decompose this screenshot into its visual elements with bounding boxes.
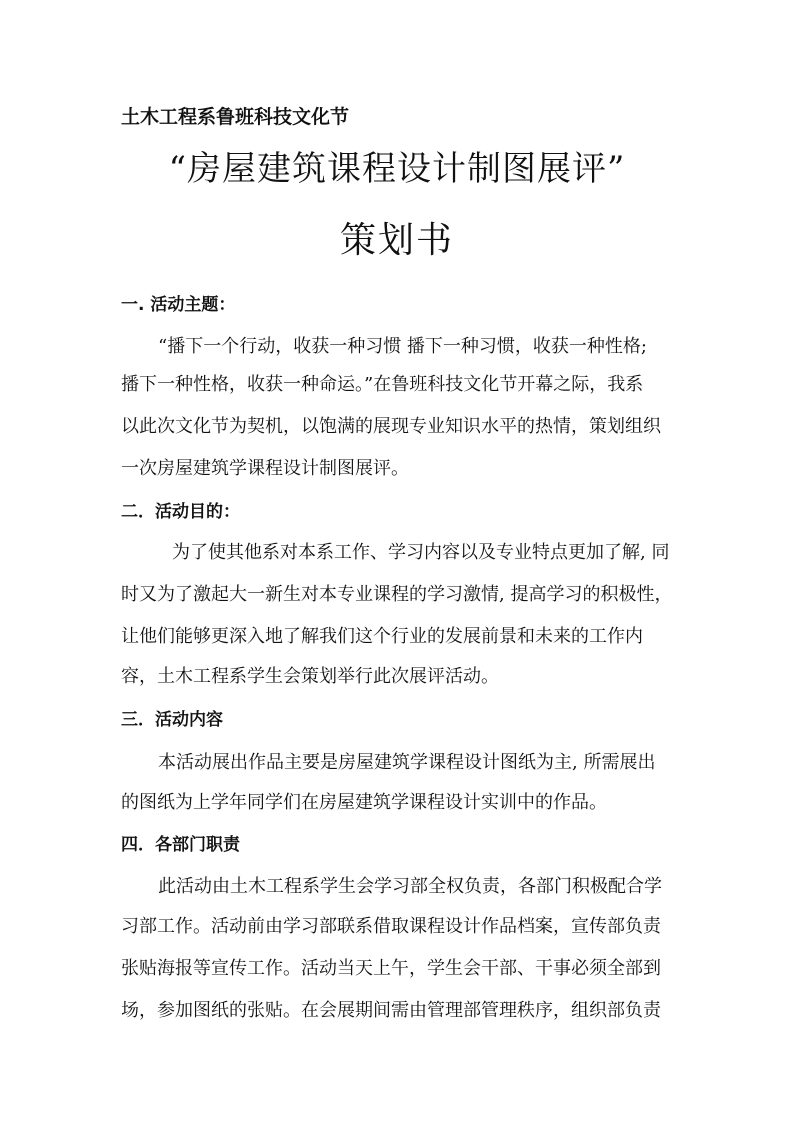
paragraph-line: 让他们能够更深入地了解我们这个行业的发展前景和未来的工作内 xyxy=(121,626,643,647)
paragraph-line: 本活动展出作品主要是房屋建筑学课程设计图纸为主, 所需展出 xyxy=(158,752,656,773)
paragraph-line: 此活动由土木工程系学生会学习部全权负责，各部门积极配合学 xyxy=(158,876,662,897)
section-heading-theme: 一. 活动主题： xyxy=(121,295,236,315)
paragraph-line: “播下一个行动，收获一种习惯 播下一种习惯，收获一种性格; xyxy=(158,336,647,357)
paragraph-line: 张贴海报等宣传工作。活动当天上午，学生会干部、干事必须全部到 xyxy=(121,958,661,979)
department-line: 土木工程系鲁班科技文化节 xyxy=(121,106,350,128)
paragraph-line: 容，土木工程系学生会策划举行此次展评活动。 xyxy=(121,666,499,687)
paragraph-line: 场，参加图纸的张贴。在会展期间需由管理部管理秩序，组织部负责 xyxy=(121,1000,661,1021)
paragraph-line: 为了使其他系对本系工作、学习内容以及专业特点更加了解, 同 xyxy=(172,542,670,563)
section-heading-responsibilities: 四．各部门职责 xyxy=(121,835,240,855)
paragraph-line: 习部工作。活动前由学习部联系借取课程设计作品档案，宣传部负责 xyxy=(121,916,661,937)
paragraph-line: 以此次文化节为契机，以饱满的展现专业知识水平的热情，策划组织 xyxy=(121,416,661,437)
document-title: “房屋建筑课程设计制图展评” xyxy=(168,149,626,189)
paragraph-line: 时又为了激起大一新生对本专业课程的学习激情, 提高学习的积极性， xyxy=(121,584,673,605)
paragraph-line: 播下一种性格，收获一种命运。”在鲁班科技文化节开幕之际，我系 xyxy=(121,374,644,395)
document-subtitle: 策划书 xyxy=(339,220,454,261)
section-heading-purpose: 二．活动目的： xyxy=(121,502,240,522)
paragraph-line: 的图纸为上学年同学们在房屋建筑学课程设计实训中的作品。 xyxy=(121,792,607,813)
paragraph-line: 一次房屋建筑学课程设计制图展评。 xyxy=(121,458,409,479)
section-heading-content: 三．活动内容 xyxy=(121,710,223,730)
